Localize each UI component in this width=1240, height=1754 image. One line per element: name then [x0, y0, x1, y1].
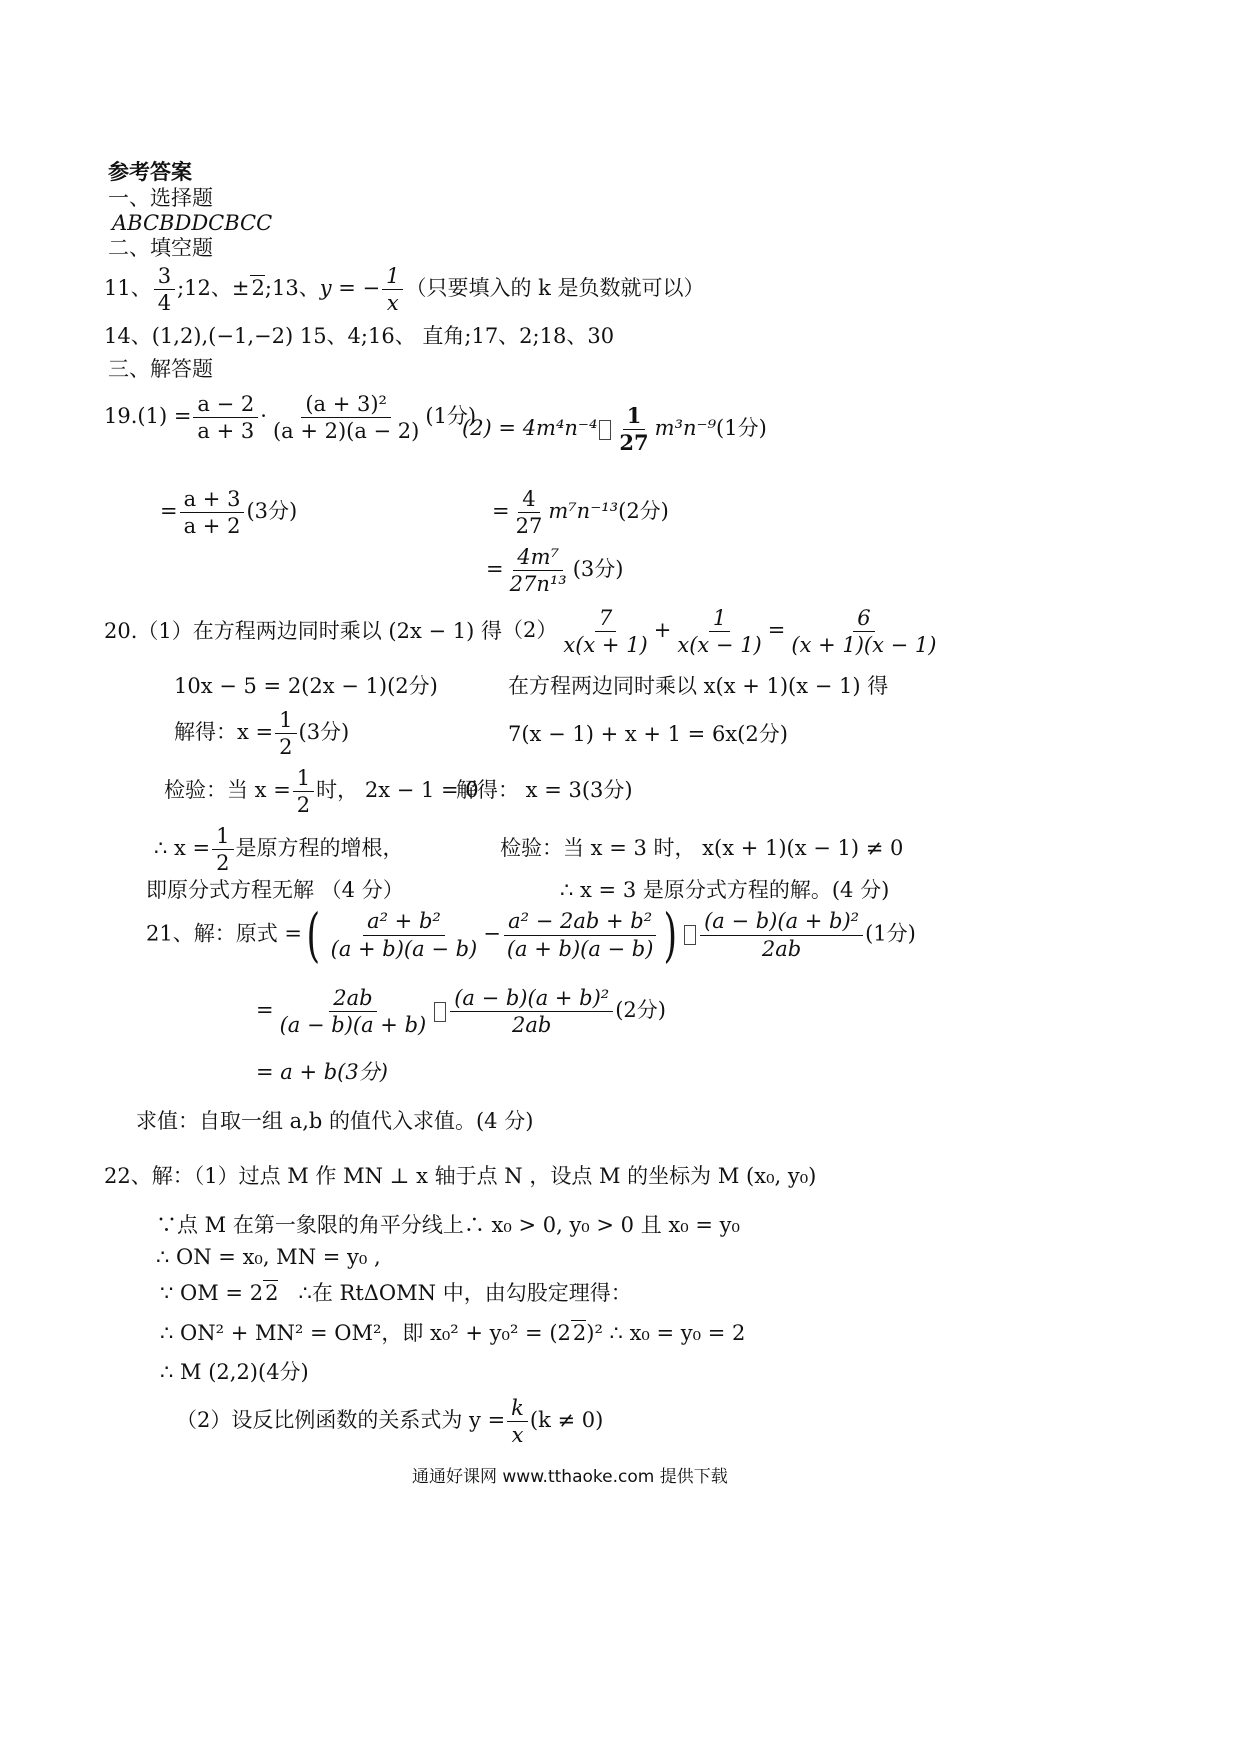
q22-line4: ∵ OM = 22 ∴在 RtΔOMN 中，由勾股定理得： — [160, 1281, 632, 1305]
q20-part1-line3: 解得：x = $\frac{1}{2}$ (3分) — [174, 708, 350, 760]
section-solve: 三、解答题 — [108, 357, 213, 381]
q19-frac2: $\frac{\text{(a + 3)²}}{(a + 2)(a - 2)}$ — [272, 392, 420, 444]
q19-p2-r1-frac: $\frac{4}{27}$ — [515, 487, 543, 539]
q21-frac2: $\frac{\text{a² − 2ab + b²}}{(a + b)(a - b)}$ — [503, 909, 658, 960]
q13-y: y = − — [319, 276, 381, 301]
page-footer: 通通好课网 www.tthaoke.com 提供下载 — [412, 1467, 728, 1487]
section-fill: 二、填空题 — [108, 236, 213, 260]
q19-part1-line2: = $\frac{a + 3}{a + 2}$ (3分) — [160, 487, 298, 539]
choice-answers: ABCBDDCBCC — [112, 211, 273, 235]
section-choice: 一、选择题 — [108, 186, 213, 210]
q22-k-frac: $\frac{k}{x}$ — [507, 1396, 528, 1447]
q19-frac1: $\frac{a - 2}{a + 3}$ — [193, 392, 258, 443]
q13-note: （只要填入的 k 是负数就可以） — [405, 276, 705, 301]
q21-r1-frac1: $\frac{2ab}{(a - b)(a + b)}$ — [279, 986, 427, 1038]
multiply-symbol-box — [599, 420, 611, 440]
q11-fraction: $\frac{3}{4}$ — [154, 264, 175, 315]
q20-p2-frac2: $\frac{1}{x(x - 1)}$ — [677, 606, 762, 658]
fill-answers-11-13 — [104, 264, 705, 315]
q12-root: 2 — [251, 276, 265, 301]
page-title: 参考答案 — [108, 159, 192, 184]
q20-part1-line1: 20.（1）在方程两边同时乘以 (2x − 1) 得 — [104, 619, 503, 643]
q20-half-frac-1: $\frac{1}{2}$ — [275, 708, 296, 759]
q20-part2-line2: 在方程两边同时乘以 x(x + 1)(x − 1) 得 — [508, 674, 889, 698]
q22-line1: 22、解：（1）过点 M 作 MN ⊥ x 轴于点 N ，设点 M 的坐标为 M (x₀, y₀) — [104, 1164, 817, 1188]
q22-line7: （2）设反比例函数的关系式为 y = $\frac{k}{x}$ (k ≠ 0) — [176, 1396, 604, 1448]
fill-answers-14-18: 14、(1,2),(−1,−2) 15、4;16、 直角;17、2;18、30 — [104, 324, 615, 348]
q19-part2-line3: = $\frac{\text{4m⁷}}{\text{27n¹³}}$ (3分) — [486, 545, 624, 597]
q19-result-frac: $\frac{a + 3}{a + 2}$ — [180, 487, 245, 538]
q20-p2-frac1: $\frac{7}{x(x + 1)}$ — [563, 606, 648, 658]
q21-line2: = $\frac{2ab}{(a - b)(a + b)}$ $\frac{\text{(a − b)(a + b)²}}{2ab}$ (2分) — [256, 986, 666, 1038]
q20-p2-frac3: $\frac{6}{(x + 1)(x - 1)}$ — [791, 606, 937, 658]
q19-p2-r2-frac: $\frac{\text{4m⁷}}{\text{27n¹³}}$ — [509, 545, 567, 597]
q22-line2: ∵点 M 在第一象限的角平分线上∴ x₀ > 0, y₀ > 0 且 x₀ = y₀ — [156, 1213, 740, 1237]
q21-r1-frac2: $\frac{\text{(a − b)(a + b)²}}{2ab}$ — [450, 986, 613, 1037]
q21-value: 求值：自取一组 a,b 的值代入求值。(4 分) — [136, 1109, 534, 1133]
q19-p2-frac: $\frac{1}{27}$ — [619, 403, 649, 456]
q20-part2-line3: 7(x − 1) + x + 1 = 6x(2分) — [508, 722, 788, 746]
q20-part2-equation: （2） $\frac{7}{x(x + 1)}$ + $\frac{1}{x(x - 1)}$ = $\frac{6}{(x + 1)(x - 1)}$ — [502, 606, 942, 657]
q21-line1: 21、解：原式 =( $\frac{\text{a² + b²}}{(a + b)(a - b)}$ − $\frac{\text{a² − 2ab + b²}}{(a + b)(a - b)}$ ) $\frac{\text{(a − b)(a + b)²}}{2ab}$ (1分) — [146, 901, 916, 969]
q22-line5: ∴ ON² + MN² = OM²，即 x₀² + y₀² = (22)² ∴ x₀ = y₀ = 2 — [160, 1321, 746, 1345]
q22-line3: ∴ ON = x₀, MN = y₀ , — [156, 1245, 381, 1269]
q21-frac3: $\frac{\text{(a − b)(a + b)²}}{2ab}$ — [700, 909, 863, 960]
q19-part2-line2: = $\frac{4}{27}$ m⁷n⁻¹³(2分) — [492, 487, 669, 539]
q22-line6: ∴ M (2,2)(4分) — [160, 1360, 309, 1384]
q20-part1-line6: 即原分式方程无解 （4 分） — [146, 878, 404, 902]
q20-part2-check: 检验：当 x = 3 时， x(x + 1)(x − 1) ≠ 0 — [500, 836, 904, 860]
q13-label: ;13、 — [264, 276, 320, 301]
q20-part2-solved: 解得： x = 3(3分) — [456, 778, 633, 802]
q12-label: ;12、± — [177, 276, 250, 301]
divide-symbol-box — [684, 925, 696, 945]
q20-part1-line2: 10x − 5 = 2(2x − 1)(2分) — [174, 674, 438, 698]
q20-part1-line5: ∴ x = $\frac{1}{2}$ 是原方程的增根， — [154, 824, 404, 876]
q20-half-frac-2: $\frac{1}{2}$ — [293, 766, 314, 817]
q20-part2-conclusion: ∴ x = 3 是原分式方程的解。(4 分) — [560, 878, 890, 902]
q20-part1-line4: 检验：当 x = $\frac{1}{2}$ 时， 2x − 1 = 0 — [164, 766, 479, 818]
q19-part1-line1: 19.(1) = $\frac{a - 2}{a + 3}$ · $\frac{\text{(a + 3)²}}{(a + 2)(a - 2)}$ (1分) — [104, 392, 477, 444]
q11-label: 11、 — [104, 276, 152, 301]
q21-line3: = a + b(3分) — [256, 1060, 388, 1084]
q13-fraction: $\frac{1}{x}$ — [382, 264, 403, 315]
q21-frac1: $\frac{\text{a² + b²}}{(a + b)(a - b)}$ — [330, 909, 478, 961]
q20-half-frac-3: $\frac{1}{2}$ — [212, 824, 233, 875]
q19-part2-line1: (2) = 4m⁴n⁻⁴ $\frac{1}{27}$ m³n⁻⁹(1分) — [462, 403, 767, 456]
multiply-symbol-box-2 — [434, 1002, 446, 1022]
